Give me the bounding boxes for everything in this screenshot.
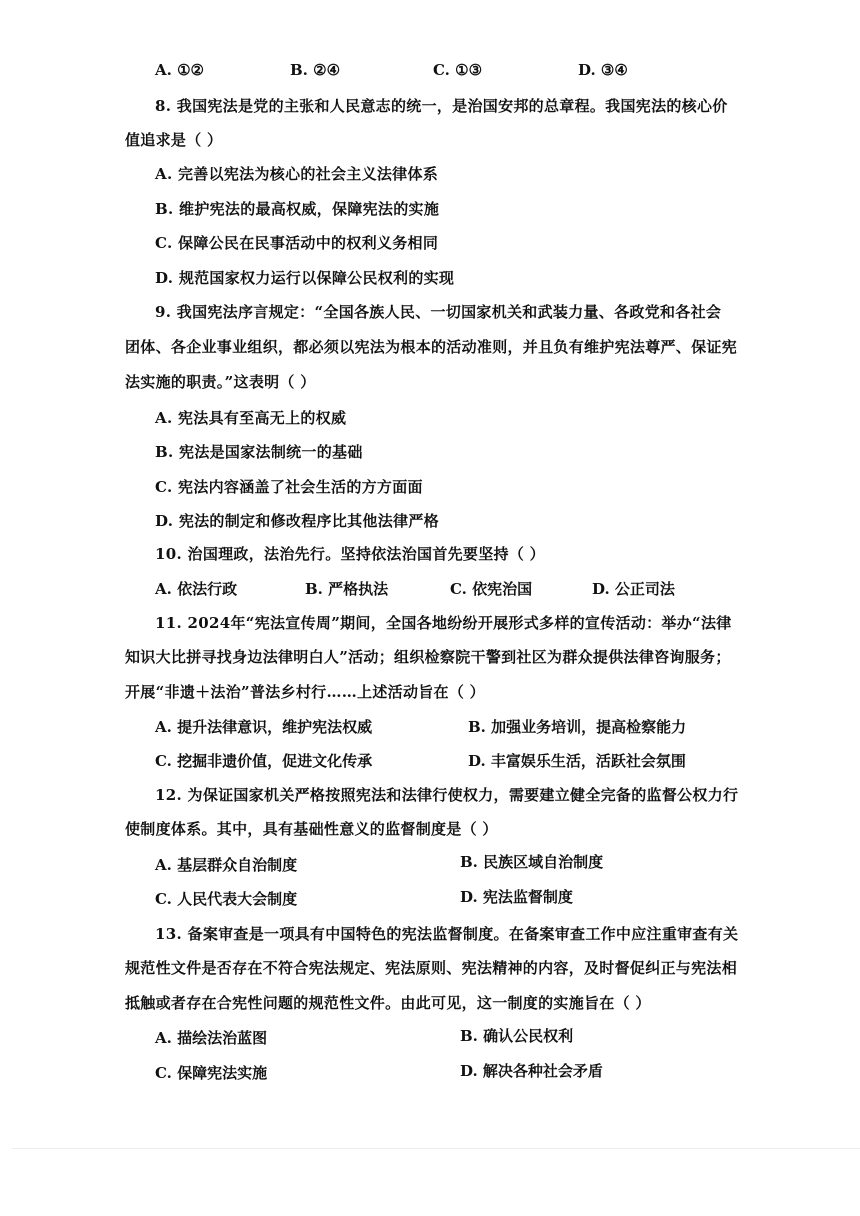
question-9-option-b: B. 宪法是国家法制统一的基础 <box>155 443 363 461</box>
question-11-option-c: C. 挖掘非遗价值，促进文化传承 <box>155 752 373 770</box>
option-b: B. ②④ <box>290 61 341 79</box>
question-12-option-d: D. 宪法监督制度 <box>460 888 573 906</box>
question-9-stem-line-1: 9. 我国宪法序言规定：“全国各族人民、一切国家机关和武装力量、各政党和各社会 <box>155 303 722 321</box>
question-10-option-d: D. 公正司法 <box>592 580 675 598</box>
question-11-stem-line-1: 11. 2024年“宪法宣传周”期间，全国各地纷纷开展形式多样的宣传活动：举办“法律 <box>155 614 732 632</box>
question-8-option-d: D. 规范国家权力运行以保障公民权利的实现 <box>155 269 455 287</box>
option-d: D. ③④ <box>578 61 628 79</box>
question-11-option-a: A. 提升法律意识，维护宪法权威 <box>155 718 373 736</box>
question-11-option-d: D. 丰富娱乐生活，活跃社会氛围 <box>468 752 686 770</box>
question-8-option-c: C. 保障公民在民事活动中的权利义务相同 <box>155 234 439 252</box>
question-10-option-b: B. 严格执法 <box>305 580 389 598</box>
question-11-stem-line-2: 知识大比拼寻找身边法律明白人”活动；组织检察院干警到社区为群众提供法律咨询服务； <box>125 648 731 666</box>
question-9-option-d: D. 宪法的制定和修改程序比其他法律严格 <box>155 512 439 530</box>
option-c: C. ①③ <box>433 61 483 79</box>
question-10-option-c: C. 依宪治国 <box>450 580 533 598</box>
question-9-option-c: C. 宪法内容涵盖了社会生活的方方面面 <box>155 478 423 496</box>
question-10-stem: 10. 治国理政，法治先行。坚持依法治国首先要坚持（ ） <box>155 545 545 563</box>
question-8-option-a: A. 完善以宪法为核心的社会主义法律体系 <box>155 165 439 183</box>
question-9-stem-line-3: 法实施的职责。”这表明（ ） <box>125 373 316 391</box>
question-13-option-b: B. 确认公民权利 <box>460 1027 574 1045</box>
question-12-option-a: A. 基层群众自治制度 <box>155 856 298 874</box>
question-8-option-b: B. 维护宪法的最高权威，保障宪法的实施 <box>155 200 440 218</box>
question-11-stem-line-3: 开展“非遗＋法治”普法乡村行……上述活动旨在（ ） <box>125 683 485 701</box>
question-9-stem-line-2: 团体、各企业事业组织，都必须以宪法为根本的活动准则，并且负有维护宪法尊严、保证宪 <box>125 338 738 356</box>
question-13-stem-line-2: 规范性文件是否存在不符合宪法规定、宪法原则、宪法精神的内容，及时督促纠正与宪法相 <box>125 959 738 977</box>
question-12-option-b: B. 民族区域自治制度 <box>460 853 604 871</box>
question-9-option-a: A. 宪法具有至高无上的权威 <box>155 409 347 427</box>
question-13-stem-line-3: 抵触或者存在合宪性问题的规范性文件。由此可见，这一制度的实施旨在（ ） <box>125 994 651 1012</box>
question-13-option-a: A. 描绘法治蓝图 <box>155 1029 268 1047</box>
question-13-option-d: D. 解决各种社会矛盾 <box>460 1062 603 1080</box>
question-13-stem-line-1: 13. 备案审查是一项具有中国特色的宪法监督制度。在备案审查工作中应注重审查有关 <box>155 925 739 943</box>
question-12-option-c: C. 人民代表大会制度 <box>155 890 298 908</box>
question-10-option-a: A. 依法行政 <box>155 580 238 598</box>
question-12-stem-line-2: 使制度体系。其中，具有基础性意义的监督制度是（ ） <box>125 820 498 838</box>
question-12-stem-line-1: 12. 为保证国家机关严格按照宪法和法律行使权力，需要建立健全完备的监督公权力行 <box>155 786 739 804</box>
option-a: A. ①② <box>155 61 204 79</box>
page-divider <box>12 1148 860 1149</box>
question-8-stem-line-1: 8. 我国宪法是党的主张和人民意志的统一，是治国安邦的总章程。我国宪法的核心价 <box>155 97 728 115</box>
question-8-stem-line-2: 值追求是（ ） <box>125 131 223 149</box>
question-13-option-c: C. 保障宪法实施 <box>155 1064 268 1082</box>
question-11-option-b: B. 加强业务培训，提高检察能力 <box>468 718 687 736</box>
